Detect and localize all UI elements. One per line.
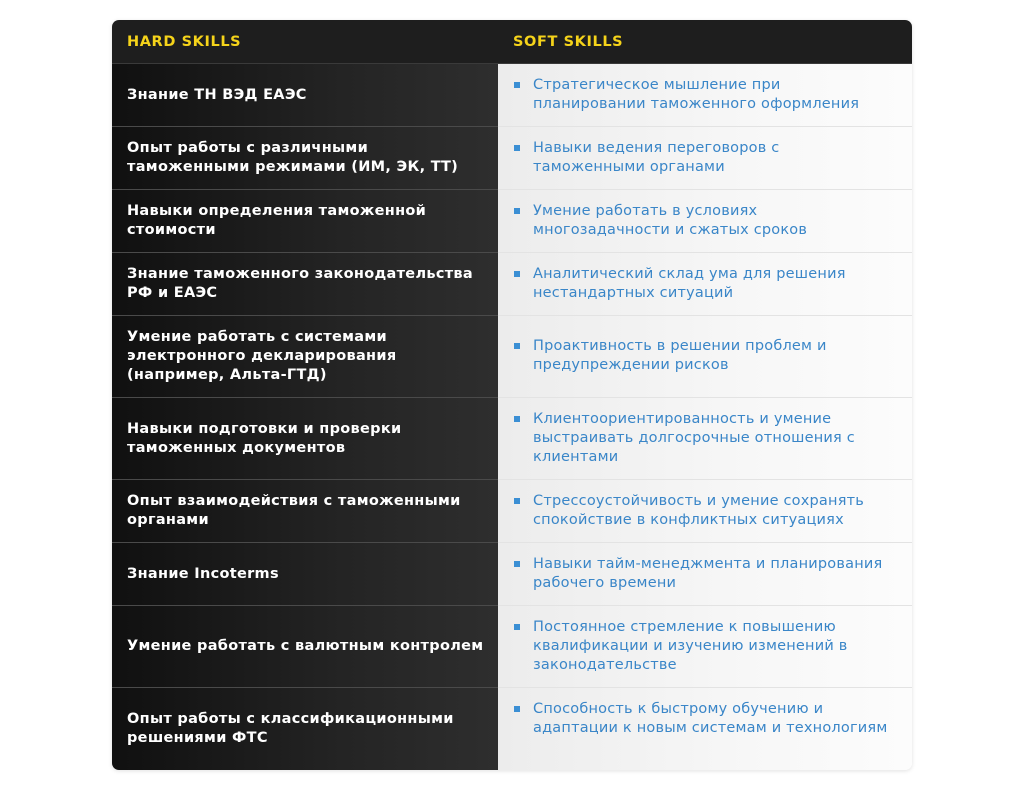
soft-skill-text: Проактивность в решении проблем и предупреждении рисков <box>533 338 827 373</box>
hard-skill-cell <box>112 480 498 543</box>
table-row <box>112 606 912 688</box>
soft-skill-cell <box>498 64 912 127</box>
hard-skill-text: Навыки подготовки и проверки таможенных документов <box>127 420 402 456</box>
hard-skill-text: Знание ТН ВЭД ЕАЭС <box>127 86 307 103</box>
table-row <box>112 127 912 190</box>
hard-skill-cell <box>112 316 498 398</box>
soft-skill-text: Стрессоустойчивость и умение сохранять спокойствие в конфликтных ситуациях <box>533 493 865 528</box>
bullet-icon <box>514 706 520 712</box>
soft-skill-cell <box>498 606 912 688</box>
soft-skill-cell <box>498 253 912 316</box>
table-row <box>112 64 912 127</box>
table-header <box>112 20 912 64</box>
table-row <box>112 398 912 480</box>
soft-skill-text: Способность к быстрому обучению и адаптации к новым системам и технологиям <box>533 701 888 736</box>
hard-skill-cell <box>112 606 498 688</box>
soft-skill-text: Навыки тайм-менеджмента и планирования рабочего времени <box>533 556 883 591</box>
hard-skill-text: Опыт взаимодействия с таможенными органами <box>127 493 461 528</box>
soft-skill-cell <box>498 127 912 190</box>
hard-skill-cell <box>112 253 498 316</box>
soft-skill-cell <box>498 316 912 398</box>
hard-skill-text: Знание Incoterms <box>127 565 279 582</box>
hard-skill-text: Знание таможенного законодательства РФ и ЕАЭС <box>127 266 473 301</box>
soft-skill-text: Аналитический склад ума для решения нестандартных ситуаций <box>533 266 846 301</box>
hard-skill-text: Опыт работы с различными таможенными режимами (ИМ, ЭК, ТТ) <box>127 140 459 175</box>
hard-skill-text: Навыки определения таможенной стоимости <box>127 203 427 238</box>
hard-skills-header: HARD SKILLS <box>127 33 242 50</box>
hard-skill-text: Умение работать с валютным контролем <box>127 638 484 654</box>
soft-skill-cell <box>498 190 912 253</box>
soft-skill-text: Клиентоориентированность и умение выстраивать долгосрочные отношения с клиентами <box>533 411 855 465</box>
hard-skill-text: Опыт работы с классификационными решениями ФТС <box>127 711 454 746</box>
bullet-icon <box>514 416 520 422</box>
table-row <box>112 688 912 770</box>
bullet-icon <box>514 343 520 349</box>
table-row <box>112 316 912 398</box>
bullet-icon <box>514 145 520 151</box>
bullet-icon <box>514 82 520 88</box>
bullet-icon <box>514 498 520 504</box>
hard-skill-cell <box>112 127 498 190</box>
bullet-icon <box>514 271 520 277</box>
soft-skill-cell <box>498 398 912 480</box>
soft-skill-cell <box>498 480 912 543</box>
soft-skill-text: Стратегическое мышление при планировании таможенного оформления <box>533 77 860 112</box>
table-row <box>112 480 912 543</box>
hard-skill-cell <box>112 190 498 253</box>
hard-skill-cell <box>112 543 498 606</box>
table-row <box>112 253 912 316</box>
soft-skill-text: Навыки ведения переговоров с таможенными органами <box>533 140 780 175</box>
soft-skill-text: Постоянное стремление к повышению квалификации и изучению изменений в законодательстве <box>533 619 848 673</box>
soft-skills-header: SOFT SKILLS <box>513 33 624 50</box>
bullet-icon <box>514 624 520 630</box>
skills-table <box>112 20 912 770</box>
soft-skill-cell <box>498 543 912 606</box>
hard-skill-cell <box>112 688 498 770</box>
hard-skill-cell <box>112 398 498 480</box>
table-row <box>112 543 912 606</box>
table-row <box>112 190 912 253</box>
soft-skill-cell <box>498 688 912 770</box>
bullet-icon <box>514 208 520 214</box>
hard-skill-cell <box>112 64 498 127</box>
hard-skill-text: Умение работать с системами электронного декларирования (например, Альта-ГТД) <box>127 329 397 383</box>
soft-skill-text: Умение работать в условиях многозадачности и сжатых сроков <box>533 203 808 238</box>
bullet-icon <box>514 561 520 567</box>
